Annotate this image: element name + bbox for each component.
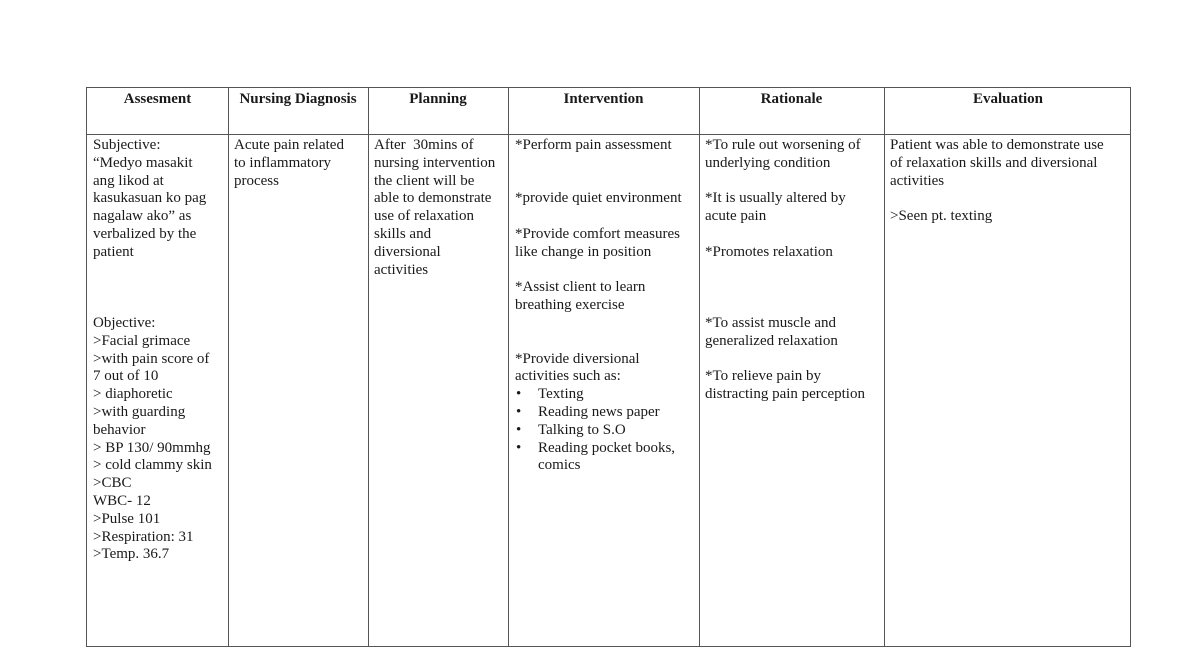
rationale-item: *Promotes relaxation [705, 243, 833, 260]
intervention-item: *Assist client to learn breathing exercise [515, 279, 646, 314]
column-divider [884, 88, 885, 646]
header-planning: Planning [409, 91, 467, 107]
objective-data: Objective: >Facial grimace >with pain score of 7 out of 10 > diaphoretic >with guarding behavior > BP 130/ 90mmhg > cold clammy skin >CBC WBC- 12 >Pulse 101 >Respiration: 31 >Temp. 36.7 [93, 314, 212, 563]
header-assessment: Assesment [123, 91, 192, 107]
column-divider [368, 88, 369, 646]
column-divider [228, 88, 229, 646]
list-item: • Texting [515, 386, 697, 404]
header-intervention: Intervention [563, 91, 644, 107]
evaluation-item: Patient was able to demonstrate use of relaxation skills and diversional activities [890, 137, 1104, 189]
evaluation-cell [890, 137, 1130, 226]
intervention-item: *Perform pain assessment [515, 137, 672, 153]
list-item: • Reading pocket books, comics [515, 440, 697, 476]
diagnosis-cell [234, 137, 366, 190]
rationale-item: *To rule out worsening of underlying condition [705, 137, 861, 171]
header-evaluation: Evaluation [972, 91, 1044, 107]
list-item: • Reading news paper [515, 404, 697, 422]
intervention-item: *Provide comfort measures like change in position [515, 225, 680, 260]
diversional-activities-list [515, 386, 697, 475]
column-divider [699, 88, 700, 646]
intervention-item: *Provide diversional activities such as: [515, 350, 640, 385]
list-item: • Talking to S.O [515, 422, 697, 440]
rationale-item: *To relieve pain by distracting pain perception [705, 368, 865, 403]
subjective-data: Subjective: “Medyo masakit ang likod at kasukasuan ko pag nagalaw ako” as verbalized by the patient [93, 137, 207, 260]
rationale-item: *It is usually altered by acute pain [705, 190, 846, 225]
intervention-item: *provide quiet environment [515, 190, 682, 207]
intervention-cell [515, 137, 697, 475]
planning-text: After 30mins of nursing intervention the client will be able to demonstrate use of relaxation skills and diversional activities [374, 137, 496, 278]
nursing-diagnosis-text: Acute pain related to inflammatory process [234, 137, 344, 189]
planning-cell [374, 137, 506, 279]
header-rationale: Rationale [760, 91, 823, 107]
evaluation-item: >Seen pt. texting [890, 208, 993, 225]
rationale-item: *To assist muscle and generalized relaxation [705, 314, 838, 349]
column-divider [508, 88, 509, 646]
assessment-cell [93, 137, 227, 564]
header-nursing-diagnosis: Nursing Diagnosis [239, 91, 357, 107]
rationale-cell [705, 137, 882, 404]
header-divider [87, 134, 1130, 135]
nursing-care-plan-table [86, 87, 1131, 647]
